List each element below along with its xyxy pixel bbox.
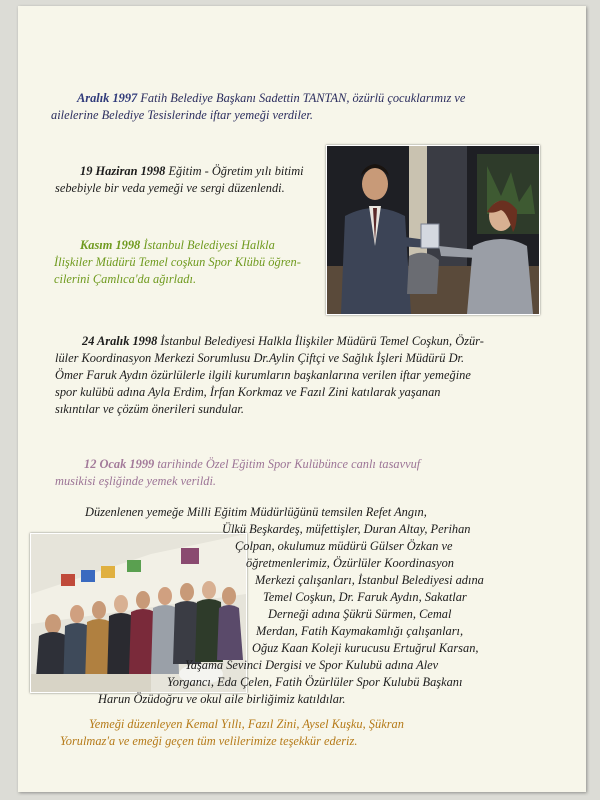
- paragraph-line: Merdan, Fatih Kaymakamlığı çalışanları,: [256, 624, 464, 638]
- paragraph-line: musikisi eşliğinde yemek verildi.: [55, 474, 217, 488]
- award-ceremony-photo: [326, 145, 540, 315]
- paragraph-line: Merkezi çalışanları, İstanbul Belediyesi adına: [255, 573, 484, 587]
- event-date: 19 Haziran 1998: [80, 164, 166, 178]
- paragraph-line: Ömer Faruk Aydın özürlülerle ilgili kurumların başkanlarına verilen iftar yemeğine: [55, 368, 471, 382]
- award-ceremony-illustration: [327, 146, 539, 314]
- paragraph-line: Yorgancı, Eda Çelen, Fatih Özürlüler Spor Kulubü Başkanı: [167, 675, 463, 689]
- paragraph-ocak-1999: [55, 456, 531, 490]
- paragraph-line: Temel Coşkun, Dr. Faruk Aydın, Sakatlar: [263, 590, 467, 604]
- paragraph-line: Ülkü Beşkardeş, müfettişler, Duran Altay, Perihan: [222, 522, 471, 536]
- paragraph-line: sıkıntılar ve çözüm önerileri sundular.: [55, 402, 244, 416]
- paragraph-line: Aralık 1997 Fatih Belediye Başkanı Sadettin TANTAN, özürlü çocuklarımız ve: [77, 91, 466, 105]
- paragraph-line: 19 Haziran 1998 Eğitim - Öğretim yılı bitimi: [80, 164, 304, 178]
- paragraph-line: Oğuz Kaan Koleji kurucusu Ertuğrul Karsan,: [252, 641, 479, 655]
- paragraph-aralik-1997: [51, 90, 521, 124]
- paragraph-line: ailelerine Belediye Tesislerinde iftar yemeği verdiler.: [51, 108, 313, 122]
- paragraph-line: Harun Özüdoğru ve okul aile birliğimiz katıldılar.: [98, 692, 346, 706]
- paragraph-line: Derneği adına Şükrü Sürmen, Cemal: [268, 607, 452, 621]
- paragraph-line: Yaşama Sevinci Dergisi ve Spor Kulubü adına Alev: [185, 658, 439, 672]
- paragraph-aralik-1998: [55, 333, 531, 418]
- paragraph-line: Yorulmaz'a ve emeği geçen tüm velilerimize teşekkür ederiz.: [60, 734, 358, 748]
- event-date: 12 Ocak 1999: [84, 457, 155, 471]
- paragraph-line: sebebiyle bir veda yemeği ve sergi düzenlendi.: [55, 181, 285, 195]
- paragraph-line: Kasım 1998 İstanbul Belediyesi Halkla: [80, 238, 275, 252]
- paragraph-line: öğretmenlerimiz, Özürlüler Koordinasyon: [246, 556, 454, 570]
- paragraph-line: spor kulübü adına Ayla Erdim, İrfan Korkmaz ve Fazıl Zini katılarak yaşanan: [55, 385, 441, 399]
- paragraph-haziran-1998: [55, 163, 315, 197]
- paragraph-line: Çolpan, okulumuz müdürü Gülser Özkan ve: [235, 539, 453, 553]
- event-date: Kasım 1998: [80, 238, 141, 252]
- paragraph-kasim-1998: [54, 237, 324, 288]
- event-date: 24 Aralık 1998: [82, 334, 158, 348]
- paragraph-line: Yemeği düzenleyen Kemal Yıllı, Fazıl Zini, Aysel Kuşku, Şükran: [89, 717, 404, 731]
- paragraph-line: lüler Koordinasyon Merkezi Sorumlusu Dr.Aylin Çiftçi ve Sağlık İşleri Müdürü Dr.: [55, 351, 465, 365]
- paragraph-line: Düzenlenen yemeğe Milli Eğitim Müdürlüğünü temsilen Refet Angın,: [85, 505, 427, 519]
- paragraph-line: cilerini Çamlıca'da ağırladı.: [54, 272, 197, 286]
- paragraph-line: İlişkiler Müdürü Temel coşkun Spor Klübü öğren-: [54, 255, 301, 269]
- paragraph-line: 12 Ocak 1999 tarihinde Özel Eğitim Spor Kulübünce canlı tasavvuf: [84, 457, 421, 471]
- paragraph-thanks: [60, 716, 532, 750]
- event-date: Aralık 1997: [77, 91, 138, 105]
- paragraph-line: 24 Aralık 1998 İstanbul Belediyesi Halkla İlişkiler Müdürü Temel Coşkun, Özür-: [82, 334, 484, 348]
